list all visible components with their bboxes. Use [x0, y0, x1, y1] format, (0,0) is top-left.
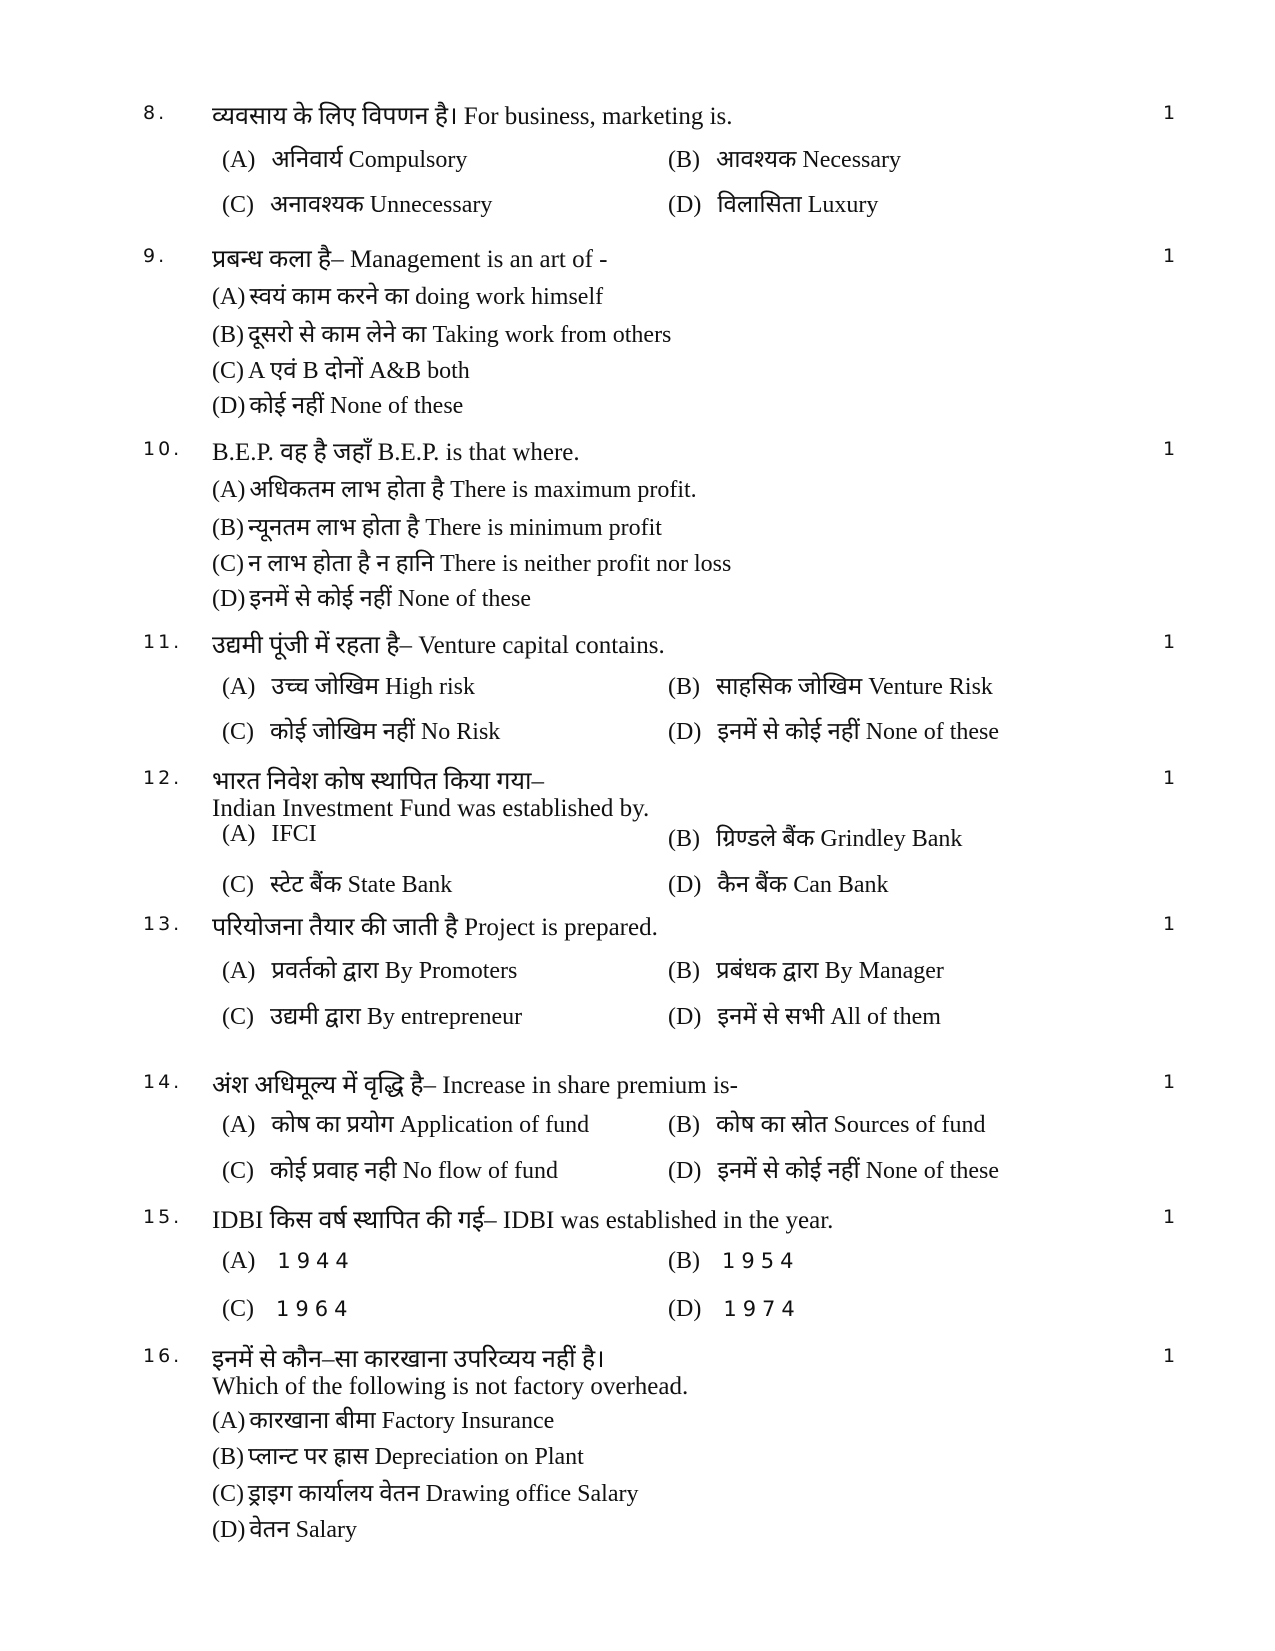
question-number: 12. — [143, 767, 183, 789]
option-b — [668, 1107, 986, 1140]
option-text: प्लान्ट पर ह्रास Depreciation on Plant — [248, 1444, 584, 1470]
question-text: इनमें से कौन–सा कारखाना उपरिव्यय नहीं है। — [212, 1346, 605, 1373]
option-c — [212, 353, 470, 386]
option-text: 1964 — [276, 1297, 354, 1321]
option-label: (A) — [222, 674, 256, 700]
option-label: (C) — [222, 1296, 254, 1322]
option-text: कोई जोखिम नहीं No Risk — [270, 719, 501, 745]
option-text: अनावश्यक Unnecessary — [270, 192, 493, 218]
option-a — [212, 1403, 554, 1436]
option-label: (A) — [212, 284, 246, 310]
option-text: वेतन Salary — [249, 1517, 357, 1543]
option-a — [212, 472, 697, 505]
option-label: (B) — [212, 515, 244, 541]
option-text: साहसिक जोखिम Venture Risk — [716, 674, 993, 700]
option-label: (A) — [222, 958, 256, 984]
option-text: अधिकतम लाभ होता है There is maximum profit. — [249, 477, 697, 503]
option-text: कैन बैंक Can Bank — [717, 872, 889, 898]
option-label: (B) — [668, 674, 700, 700]
option-b — [212, 510, 662, 543]
question-marks: 1 — [1163, 1345, 1176, 1367]
option-d — [668, 187, 878, 220]
option-text: अनिवार्य Compulsory — [271, 147, 468, 173]
question-marks: 1 — [1163, 631, 1176, 653]
question-text: परियोजना तैयार की जाती है Project is prepared. — [212, 914, 658, 941]
question-text-english: Indian Investment Fund was established by. — [212, 795, 650, 822]
question-number: 14. — [143, 1071, 183, 1093]
option-b — [668, 142, 901, 175]
question-number: 9. — [143, 245, 168, 267]
question-number: 8. — [143, 102, 168, 124]
option-label: (C) — [222, 1004, 254, 1030]
option-d — [668, 1296, 801, 1323]
option-c — [222, 1153, 558, 1186]
question-text: IDBI किस वर्ष स्थापित की गई– IDBI was established in the year. — [212, 1207, 834, 1234]
option-text: प्रबंधक द्वारा By Manager — [716, 958, 944, 984]
option-text: इनमें से सभी All of them — [717, 1004, 941, 1030]
question-number: 10. — [143, 438, 183, 460]
option-c — [222, 714, 500, 747]
option-a — [222, 1107, 589, 1140]
question-text: अंश अधिमूल्य में वृद्धि है– Increase in share premium is- — [212, 1072, 738, 1099]
option-text: 1944 — [277, 1249, 355, 1273]
option-a — [222, 142, 467, 175]
option-a — [222, 953, 517, 986]
option-label: (D) — [668, 1158, 702, 1184]
option-label: (D) — [212, 393, 246, 419]
question-text: B.E.P. वह है जहाँ B.E.P. is that where. — [212, 439, 580, 466]
option-d — [668, 1153, 999, 1186]
option-b — [668, 669, 993, 702]
option-d — [668, 867, 889, 900]
option-text: ड्राइग कार्यालय वेतन Drawing office Salary — [248, 1481, 639, 1507]
question-marks: 1 — [1163, 438, 1176, 460]
option-c — [222, 867, 452, 900]
option-text: कारखाना बीमा Factory Insurance — [249, 1408, 555, 1434]
option-c — [222, 187, 492, 220]
option-label: (B) — [668, 826, 700, 852]
question-number: 11. — [143, 631, 183, 653]
option-label: (C) — [212, 551, 244, 577]
question-marks: 1 — [1163, 102, 1176, 124]
option-b — [668, 953, 944, 986]
option-text: न लाभ होता है न हानि There is neither profit nor loss — [248, 551, 732, 577]
option-text: कोई नहीं None of these — [249, 393, 464, 419]
option-text: IFCI — [271, 821, 317, 847]
option-text: कोष का स्रोत Sources of fund — [716, 1112, 986, 1138]
option-label: (C) — [212, 358, 244, 384]
option-text: उच्च जोखिम High risk — [271, 674, 475, 700]
option-a — [222, 1248, 355, 1275]
option-label: (C) — [222, 192, 254, 218]
option-label: (A) — [212, 477, 246, 503]
option-label: (C) — [222, 872, 254, 898]
option-d — [668, 714, 999, 747]
question-text: उद्यमी पूंजी में रहता है– Venture capital contains. — [212, 632, 665, 659]
option-label: (D) — [668, 192, 702, 218]
question-text: व्यवसाय के लिए विपणन है। For business, marketing is. — [212, 103, 733, 130]
option-text: कोष का प्रयोग Application of fund — [271, 1112, 590, 1138]
option-label: (A) — [222, 147, 256, 173]
question-number: 15. — [143, 1206, 183, 1228]
question-text: भारत निवेश कोष स्थापित किया गया– — [212, 768, 544, 795]
question-marks: 1 — [1163, 1206, 1176, 1228]
option-b — [668, 1248, 799, 1275]
option-c — [222, 999, 522, 1032]
option-d — [212, 581, 531, 614]
option-text: स्वयं काम करने का doing work himself — [249, 284, 604, 310]
option-label: (C) — [212, 1481, 244, 1507]
option-b — [212, 1439, 584, 1472]
option-d — [212, 1512, 357, 1545]
option-b — [212, 317, 671, 350]
option-text: न्यूनतम लाभ होता है There is minimum profit — [248, 515, 662, 541]
option-label: (C) — [222, 1158, 254, 1184]
question-marks: 1 — [1163, 245, 1176, 267]
option-c — [222, 1296, 353, 1323]
option-label: (D) — [668, 872, 702, 898]
option-label: (B) — [668, 1112, 700, 1138]
question-marks: 1 — [1163, 913, 1176, 935]
option-text: इनमें से कोई नहीं None of these — [717, 1158, 1000, 1184]
option-text: इनमें से कोई नहीं None of these — [717, 719, 1000, 745]
option-text: स्टेट बैंक State Bank — [270, 872, 453, 898]
option-text: आवश्यक Necessary — [716, 147, 902, 173]
option-label: (B) — [212, 322, 244, 348]
question-number: 16. — [143, 1345, 183, 1367]
option-label: (D) — [668, 1004, 702, 1030]
option-text: कोई प्रवाह नही No flow of fund — [270, 1158, 558, 1184]
question-text-english: Which of the following is not factory overhead. — [212, 1373, 689, 1400]
option-c — [212, 1476, 638, 1509]
option-b — [668, 821, 962, 854]
option-d — [212, 388, 463, 421]
option-label: (D) — [212, 586, 246, 612]
option-text: विलासिता Luxury — [717, 192, 879, 218]
option-a — [222, 669, 475, 702]
option-label: (A) — [212, 1408, 246, 1434]
option-text: प्रवर्तको द्वारा By Promoters — [271, 958, 518, 984]
option-label: (A) — [222, 1248, 256, 1274]
option-a — [212, 279, 603, 312]
option-text: A एवं B दोनों A&B both — [248, 358, 470, 384]
question-marks: 1 — [1163, 1071, 1176, 1093]
question-marks: 1 — [1163, 767, 1176, 789]
option-label: (B) — [668, 1248, 700, 1274]
question-text: प्रबन्ध कला है– Management is an art of - — [212, 246, 608, 273]
option-text: 1954 — [722, 1249, 800, 1273]
option-text: 1974 — [723, 1297, 801, 1321]
option-label: (A) — [222, 821, 256, 847]
option-label: (D) — [668, 719, 702, 745]
option-text: दूसरो से काम लेने का Taking work from others — [248, 322, 672, 348]
option-label: (D) — [668, 1296, 702, 1322]
question-number: 13. — [143, 913, 183, 935]
option-label: (B) — [668, 147, 700, 173]
option-label: (B) — [668, 958, 700, 984]
option-text: ग्रिण्डले बैंक Grindley Bank — [716, 826, 963, 852]
option-text: इनमें से कोई नहीं None of these — [249, 586, 532, 612]
option-c — [212, 546, 731, 579]
option-label: (D) — [212, 1517, 246, 1543]
option-d — [668, 999, 941, 1032]
option-label: (B) — [212, 1444, 244, 1470]
option-text: उद्यमी द्वारा By entrepreneur — [270, 1004, 523, 1030]
option-a — [222, 821, 317, 848]
option-label: (C) — [222, 719, 254, 745]
option-label: (A) — [222, 1112, 256, 1138]
